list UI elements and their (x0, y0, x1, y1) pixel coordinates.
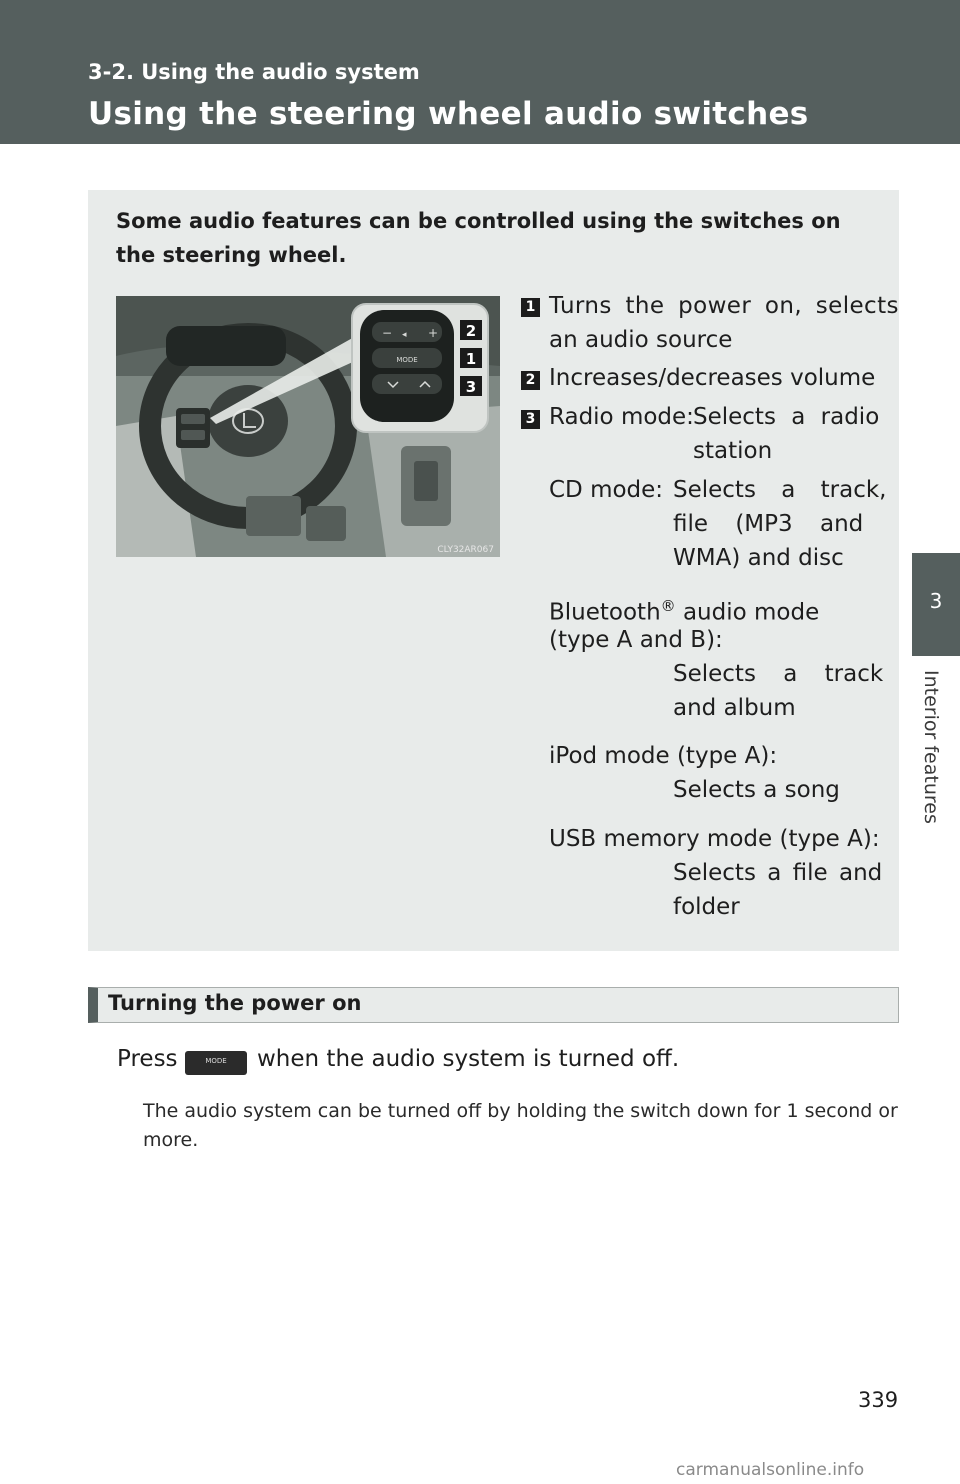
cd-mode-desc-3: WMA) and disc (673, 545, 844, 571)
callout-1: 1 (465, 350, 477, 368)
usb-mode-desc-1: Selects a file and (673, 860, 883, 886)
chapter-number: 3 (929, 589, 943, 613)
callout-3: 3 (465, 378, 477, 396)
steering-wheel-illustration (116, 296, 500, 557)
radio-mode-label: Radio mode: (549, 404, 694, 430)
chapter-tab[interactable] (912, 553, 960, 656)
volume-minus-label: − (382, 326, 393, 340)
usb-mode-label: USB memory mode (type A): (549, 826, 880, 852)
section-heading: Turning the power on (108, 991, 362, 1015)
cd-mode-label: CD mode: (549, 477, 664, 503)
ipod-mode-desc: Selects a song (673, 777, 840, 803)
bluetooth-mode-desc-1: Selects a track (673, 661, 884, 687)
intro-text: Some audio features can be controlled using the switches on the steering wheel. (116, 209, 841, 267)
radio-mode-desc-1: Selects a radio (693, 404, 880, 430)
bluetooth-mode-type: (type A and B): (549, 627, 723, 653)
cd-mode-desc-1: Selects a track, (673, 477, 887, 503)
figure-code: CLY32AR067 (437, 545, 494, 555)
page-title: Using the steering wheel audio switches (88, 96, 809, 132)
ipod-mode-label: iPod mode (type A): (549, 743, 778, 769)
bluetooth-word: Bluetooth (549, 599, 661, 626)
usb-mode-desc-2: folder (673, 894, 740, 920)
watermark: carmanualsonline.info (676, 1460, 865, 1480)
radio-mode-desc-2: station (693, 438, 773, 464)
item-1-line-2: an audio source (549, 327, 733, 353)
section-label: 3-2. Using the audio system (88, 60, 420, 84)
registered-mark: ® (660, 597, 676, 615)
mode-button-icon (185, 1051, 247, 1075)
item-number-3: 3 (521, 410, 540, 429)
bluetooth-label-rest: audio mode (675, 599, 820, 626)
item-number-2: 2 (521, 371, 540, 390)
item-1-text: Turns the power on, selects (549, 293, 899, 319)
svg-text:◂: ◂ (402, 330, 407, 340)
note-text: The audio system can be turned off by holding the switch down for 1 second or more. (143, 1100, 898, 1151)
item-number-1: 1 (521, 298, 540, 317)
steering-wheel-figure (116, 296, 500, 557)
bluetooth-mode-desc-2: and album (673, 695, 796, 721)
section-heading-bar (88, 987, 899, 1023)
chapter-side-label (914, 670, 946, 830)
page-header (0, 0, 960, 144)
press-word: Press (117, 1046, 178, 1072)
cd-mode-desc-2: file (MP3 and (673, 511, 864, 537)
chapter-label: Interior features (920, 670, 942, 824)
item-1-line-1 (549, 289, 899, 323)
volume-plus-label: + (428, 326, 439, 340)
mode-button-label: MODE (205, 1057, 227, 1065)
callout-2: 2 (465, 322, 477, 340)
mode-switch-label: MODE (396, 356, 418, 364)
item-2-text: Increases/decreases volume (549, 365, 876, 391)
page-number: 339 (858, 1388, 899, 1412)
press-instruction: when the audio system is turned off. (257, 1046, 680, 1072)
